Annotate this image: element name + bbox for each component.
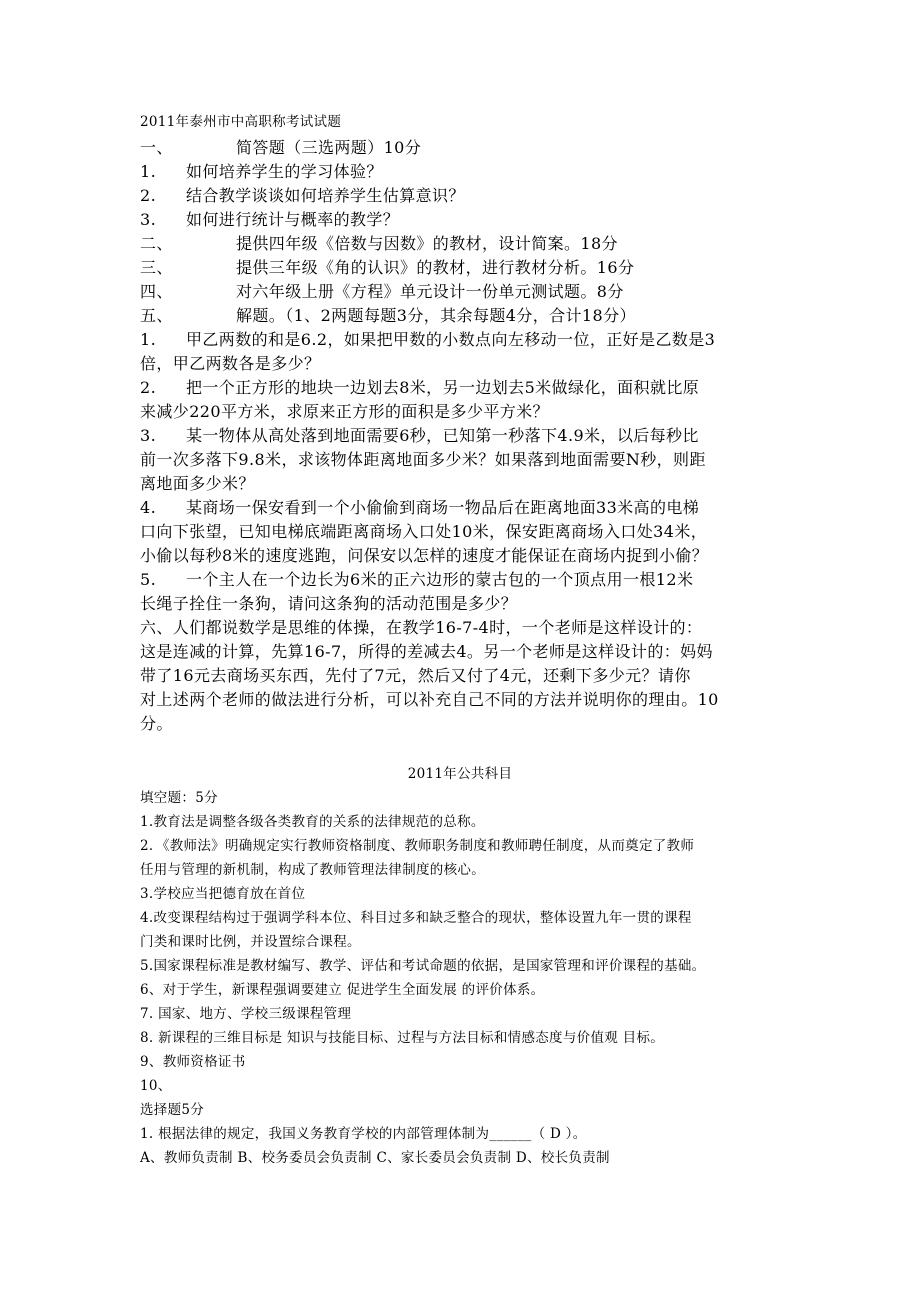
problem-5-line-2: 长绳子拴住一条狗，请问这条狗的活动范围是多少？: [140, 594, 518, 613]
public-subject-title: 2011年公共科目: [407, 766, 513, 782]
problem-3-line-3: 离地面多少米？: [140, 474, 255, 493]
problem-4-line-1: 4. 某商场一保安看到一个小偷偷到商场一物品后在距离地面33米高的电梯: [140, 498, 700, 517]
problem-2-line-2: 来减少220平方米，求原来正方形的面积是多少平方米？: [140, 402, 549, 421]
choice-question-1: 1. 根据法律的规定，我国义务教育学校的内部管理体制为______（ D ）。: [140, 1126, 587, 1142]
section-6-line-3: 带了16元去商场买东西，先付了7元，然后又付了4元，还剩下多少元？请你: [140, 666, 691, 685]
fill-item-1: 1.教育法是调整各级各类教育的关系的法律规范的总称。: [140, 814, 485, 830]
fill-in-heading: 填空题：5分: [140, 790, 218, 806]
section-6-line-1: 六、人们都说数学是思维的体操，在教学16-7-4时，一个老师是这样设计的：: [140, 618, 703, 637]
fill-item-2-line-1: 2．《教师法》明确规定实行教师资格制度、教师职务制度和教师聘任制度，从而奠定了教师: [140, 838, 695, 854]
fill-item-8: 8. 新课程的三维目标是 知识与技能目标、过程与方法目标和情感态度与价值观 目标。: [140, 1030, 665, 1046]
problem-2-line-1: 2. 把一个正方形的地块一边划去8米，另一边划去5米做绿化，面积就比原: [140, 378, 700, 397]
fill-item-2-line-2: 任用与管理的新机制，构成了教师管理法律制度的核心。: [140, 862, 485, 878]
section-6-line-2: 这是连减的计算，先算16-7，所得的差减去4。另一个老师是这样设计的：妈妈: [140, 642, 713, 661]
problem-1-line-2: 倍，甲乙两数各是多少？: [140, 354, 321, 373]
fill-item-3: 3.学校应当把德育放在首位: [140, 886, 306, 902]
section-3-heading: 三、 提供三年级《角的认识》的教材，进行教材分析。16分: [140, 258, 635, 277]
s1-question-3: 3. 如何进行统计与概率的教学？: [140, 210, 400, 229]
fill-item-6: 6、对于学生，新课程强调要建立 促进学生全面发展 的评价体系。: [140, 982, 545, 998]
problem-3-line-2: 前一次多落下9.8米，求该物体距离地面多少米？如果落到地面需要N秒，则距: [140, 450, 706, 469]
fill-item-9: 9、教师资格证书: [140, 1054, 246, 1070]
exam-title: 2011年泰州市中高职称考试试题: [140, 114, 342, 130]
choice-heading: 选择题5分: [140, 1102, 205, 1118]
fill-item-7: 7. 国家、地方、学校三级课程管理: [140, 1006, 352, 1022]
problem-4-line-3: 小偷以每秒8米的速度逃跑，问保安以怎样的速度才能保证在商场内捉到小偷？: [140, 546, 709, 565]
section-1-heading: 一、 简答题（三选两题）10分: [140, 138, 422, 157]
s1-question-2: 2. 结合教学谈谈如何培养学生估算意识？: [140, 186, 465, 205]
section-6-line-4: 对上述两个老师的做法进行分析，可以补充自己不同的方法并说明你的理由。10: [140, 690, 719, 709]
problem-4-line-2: 口向下张望，已知电梯底端距离商场入口处10米，保安距离商场入口处34米，: [140, 522, 708, 541]
problem-1-line-1: 1. 甲乙两数的和是6.2，如果把甲数的小数点向左移动一位，正好是乙数是3: [140, 330, 716, 349]
choice-question-1-options: A、教师负责制 B、校务委员会负责制 C、家长委员会负责制 D、校长负责制: [140, 1150, 610, 1166]
fill-item-4-line-1: 4.改变课程结构过于强调学科本位、科目过多和缺乏整合的现状，整体设置九年一贯的课程: [140, 910, 692, 926]
s1-question-1: 1. 如何培养学生的学习体验？: [140, 162, 383, 181]
section-6-line-5: 分。: [140, 714, 173, 733]
fill-item-10: 10、: [140, 1078, 172, 1094]
section-2-heading: 二、 提供四年级《倍数与因数》的教材，设计简案。18分: [140, 234, 618, 253]
problem-3-line-1: 3. 某一物体从高处落到地面需要6秒，已知第一秒落下4.9米，以后每秒比: [140, 426, 699, 445]
problem-5-line-1: 5. 一个主人在一个边长为6米的正六边形的蒙古包的一个顶点用一根12米: [140, 570, 694, 589]
fill-item-5: 5.国家课程标准是教材编写、教学、评估和考试命题的依据，是国家管理和评价课程的基础。: [140, 958, 706, 974]
section-5-heading: 五、 解题。（1、2两题每题3分，其余每题4分，合计18分）: [140, 306, 636, 325]
section-4-heading: 四、 对六年级上册《方程》单元设计一份单元测试题。8分: [140, 282, 624, 301]
fill-item-4-line-2: 门类和课时比例，并设置综合课程。: [140, 934, 361, 950]
